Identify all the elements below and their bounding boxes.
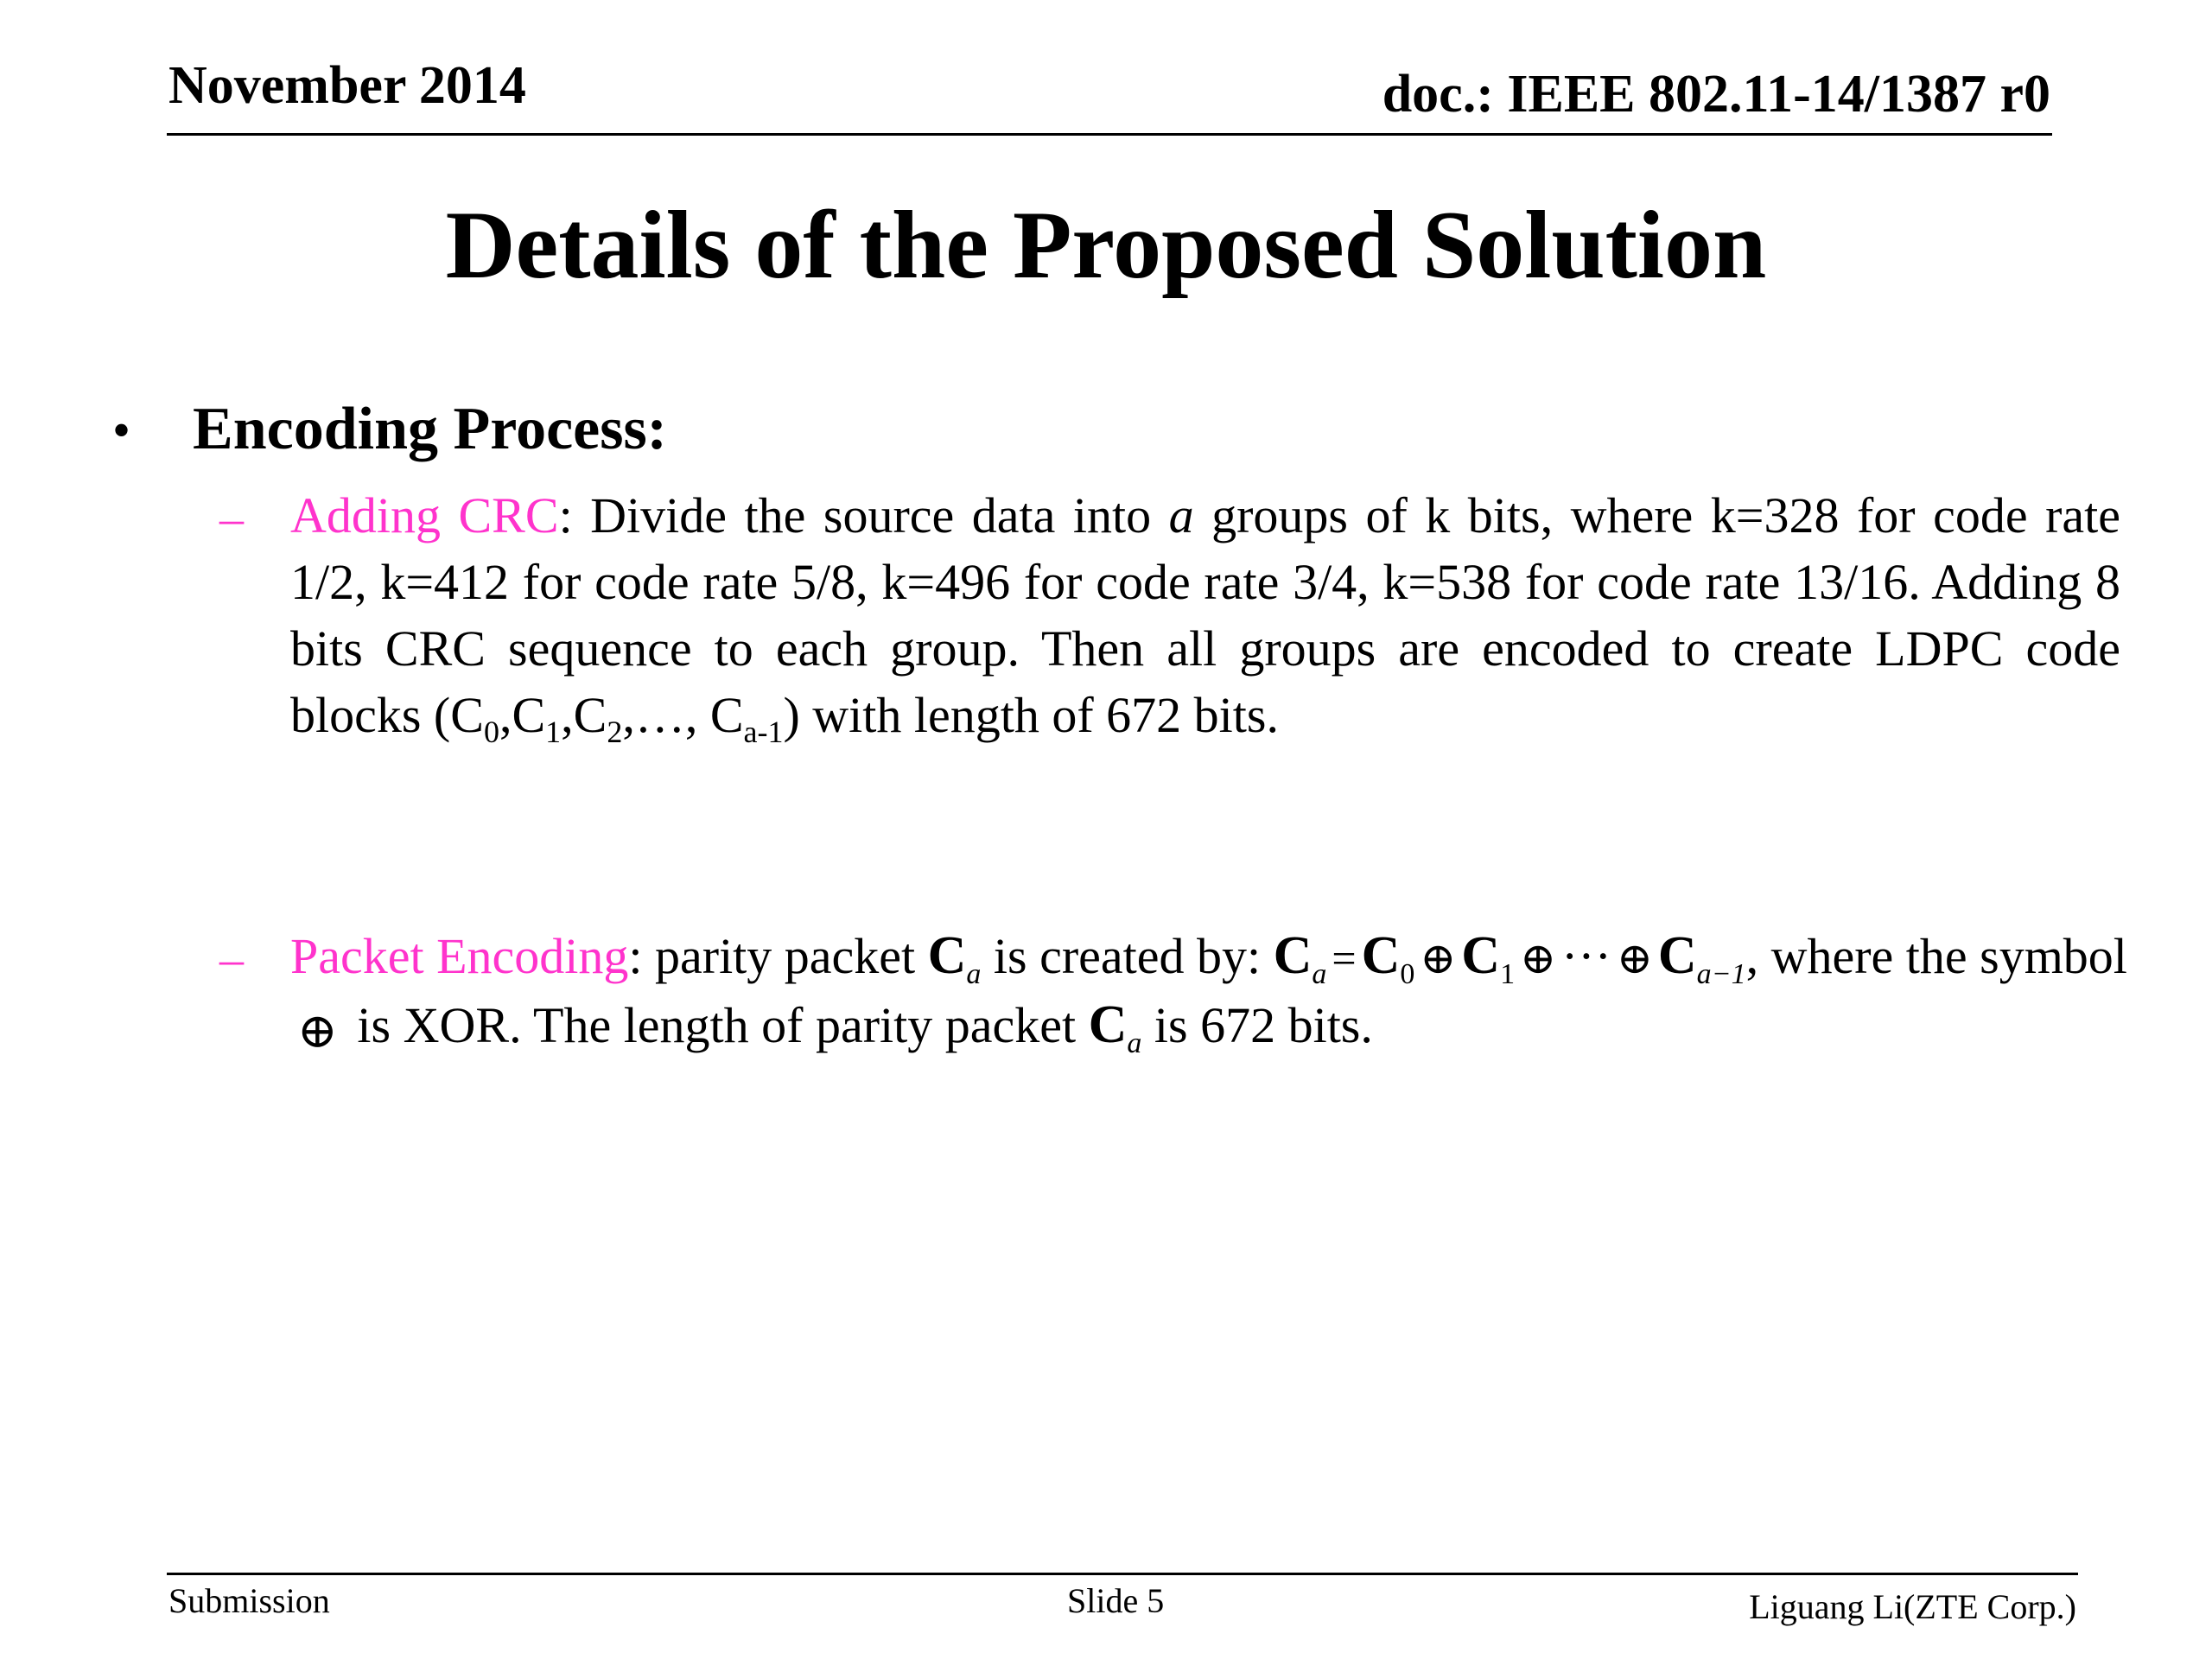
packet-text-part: , where the symbol — [1745, 928, 2127, 984]
symbol-c-a: $C_a$ — [927, 926, 982, 990]
paragraph-adding-crc — [290, 482, 2120, 748]
term-packet-encoding: Packet Encoding — [290, 928, 629, 984]
term-adding-crc: Adding CRC — [290, 487, 559, 543]
parity-equation: $C_a =C_0$ $\oplus C_1$ ⊕ ··· $\oplus C_{a-1}$ — [1273, 926, 1746, 990]
packet-text-part: is created by: — [981, 928, 1274, 984]
dash-marker-packet: – — [219, 932, 244, 986]
header-doc-id: doc.: IEEE 802.11-14/1387 r0 — [1382, 65, 2050, 124]
crc-text-part: ,C — [561, 687, 607, 743]
footer-slide-number: Slide 5 — [1067, 1581, 1165, 1620]
crc-text-part: ,C — [499, 687, 546, 743]
crc-variable-a: a — [1168, 487, 1194, 543]
slide-title: Details of the Proposed Solution — [445, 192, 1767, 299]
footer-submission: Submission — [168, 1581, 330, 1620]
subscript-0: 0 — [483, 715, 499, 749]
crc-text-part: ) with length of 672 bits. — [783, 687, 1279, 743]
bullet-heading: Encoding Process: — [193, 396, 667, 462]
crc-text-part: : Divide the source data into — [558, 487, 1169, 543]
crc-text-part: groups of k bits, where k=328 for code rate 1/2, k=412 for code rate 5/8, k=496 for code rate 3/4, k=538 for code rate 13/16. Adding 8 bits CRC sequence to each group. Then all groups are encoded to create LDPC code blocks (C — [290, 487, 2121, 743]
dash-marker-crc: – — [219, 492, 244, 545]
xor-symbol-icon: ⊕ — [297, 1005, 338, 1058]
packet-text-part: : parity packet — [628, 928, 928, 984]
paragraph-packet-encoding — [290, 923, 2174, 1065]
footer-author: Liguang Li(ZTE Corp.) — [1749, 1587, 2076, 1626]
subscript-a-1: a-1 — [743, 715, 784, 749]
subscript-1: 1 — [545, 715, 562, 749]
footer-divider — [167, 1573, 2078, 1575]
header-divider — [167, 133, 2052, 136]
crc-text-part: ,…, C — [622, 687, 744, 743]
header-date: November 2014 — [168, 56, 526, 115]
packet-text-part: is XOR. The length of parity packet — [344, 997, 1089, 1053]
symbol-c-a: $C_a$ — [1088, 995, 1142, 1059]
bullet-marker: • — [112, 402, 131, 459]
subscript-2: 2 — [607, 715, 623, 749]
packet-text-part: is 672 bits. — [1141, 997, 1373, 1053]
